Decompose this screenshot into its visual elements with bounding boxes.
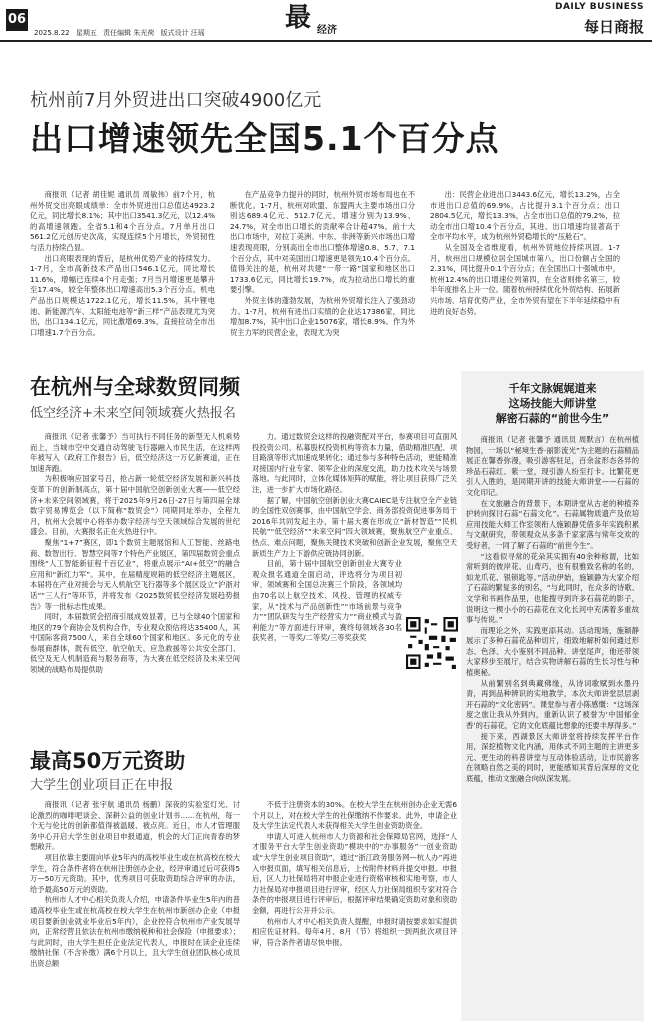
page-header bbox=[0, 0, 652, 40]
paragraph: “这看似寻常的花朵其实拥有40余种称谓，比如常听到的彼岸花、山鸢巧，也有很雅致名称的名的，如龙爪花、银锁匙等。”活动伊始，施颖静为大家介绍了石蒜的繁复多的别名，“与此同时，在众多的诗歌、文学和书画作品里，也能搜寻到许多石蒜花的影子，说明这一楔小小的石蒜花在文化长河中充满着多重故事与传说。” bbox=[466, 551, 639, 625]
paper-name-en: DAILY BUSINESS bbox=[554, 2, 644, 12]
paragraph: 力。通过数贸会这样的投融资配对平台，参赛项目可直面风投投资公司、私募股权投资机构等资本力量，借助精准匹配、项目路演等形式加速成果转化；通过参与多种特色活动，更能精准对接国内行业专家、领军企业的深度交流，助力技术攻关与场景落地。与此同时，立体化媒体矩阵的赋能，将让项目获得广泛关注，进一步扩大市场化路径。 bbox=[252, 432, 457, 494]
article3-headline: 最高50万元资助 bbox=[30, 749, 186, 773]
sidebar-headline-line: 解密石蒜的“前世今生” bbox=[495, 412, 610, 425]
paragraph: 申请人可进入杭州市人力资源和社会保障局官网，选择“人才服务平台大学生创业资助”模块中的“办事服务”一创业资助或“大学生创业项目资助”，通过“浙江政务服务网—杭人办”再进入申报页面，填写相关信息后，上传附件材料并提交申报。申报后，区人力社保局将对申报企业进行资格审核和实地考察，市人力社保局对申报项目进行评审，经区人力社保局组织专家对符合条件的申报项目进行评审后，根据评审结果确定资助对象和资助金额，再进行公开并公示。 bbox=[252, 831, 457, 915]
paragraph: 杭州市人才中心相关负责人提醒，申报时请按要求如实提供相应佐证材料。每年4月、8月（节）将组织一到两批次项目评审，符合条件者请尽快申报。 bbox=[252, 916, 457, 947]
paragraph: 聚焦“1+7”赛区，即1个数贸主题展馆和人工智能、丝路电商、数智出行、智慧空间等7个特色产业展区，第四届数贸会重点围绕“人工智能新征程千百亿业”，将重点展示“AI+低空”的融合应用和“新红力军”。其中，在届精度规箱的低空经济主题展区，本届将在产业对接会与无人机航空飞行器等多个展区设立“沪浙对话”“三人行”等环节，并将发布《2025数贸低空经济发展趋势报告》等一批标志性成果。 bbox=[30, 537, 240, 611]
article2-column-1 bbox=[30, 432, 240, 744]
lead-headline: 出口增速领先全国5.1个百分点 bbox=[30, 119, 500, 158]
paragraph: 从全国及全省维度看，杭州外贸地位持续巩固。1-7月，杭州出口规模位居全国城市第八，出口份额占全国的2.31%，同比提升0.1个百分点；在全国出口十强城市中，杭州12.4%的出口增速位列第四，在全省则排名第三，较半年度排名上升一位。随着杭州持续优化外贸结构、拓展新兴市场、培育优势产业，全市外贸有望在下半年延续稳中有进的良好态势。 bbox=[430, 242, 620, 316]
lead-kicker: 杭州前7月外贸进出口突破4900亿元 bbox=[30, 90, 322, 111]
issue-weekday: 星期五 bbox=[75, 29, 97, 37]
paragraph: 商报讯（记者 胡佳妮 通讯员 周敏伟）前7个月，杭州外贸交出亮眼成绩单：全市外贸进出口总值达4923.2亿元，同比增长8.1%；其中出口3541.3亿元，以12.4%的高增速领跑。全省5.1和4个百分点。7月单月出口561.2亿元创历史次高，实现连续5个月增长，外贸韧性与活力持续凸显。 bbox=[30, 190, 215, 252]
article3-subhead: 大学生创业项目正在申报 bbox=[30, 778, 174, 793]
paper-name-cn: 每日商报 bbox=[583, 18, 644, 36]
qr-code-icon[interactable] bbox=[406, 617, 458, 669]
paragraph: 外贸主体的蓬勃发展，为杭州外贸增长注入了强劲动力。1-7月，杭州有进出口实绩的企业达17386家，同比增加8.7%，其中出口企业15076家，增长8.9%。作为外贸主力军的民营企业，表现尤为突 bbox=[230, 295, 415, 337]
paragraph: 目前，第十届中国航空创新创业大赛专业观众报名通道全面启动，评选将分为项目初审、领域赛和全国总决赛三个阶段，各领域均由70名以上航空技术、风投、管理的权威专家，从“技术与产品创新性”“市场前景与竞争力”“团队研发与生产经营实力”“商业模式与盈利能力”等方面进行评审，赛终每领域各30名获奖者，一等奖/二等奖/三等奖获奖 bbox=[252, 559, 402, 643]
issue-date: 2025.8.22 bbox=[34, 29, 70, 37]
paragraph: 杭州市人才中心相关负责人介绍，申请条件毕业生5年内的普通高校毕业生或在杭高校在校大学生在杭州市新创办企业（申报项目要新创业就业毕业后5年内），企业控符合杭州市产业发展导向，正常经营且依法在杭州市缴纳税种和社会保险（申报要求）；与此同时，由大学生担任企业法定代表人，申报时在读企业连续缴纳社保（不含补缴）满6个月以上，且大学生创业团队核心成员出资总额 bbox=[30, 895, 240, 968]
sidebar-body bbox=[466, 435, 639, 1020]
sidebar-headline-line: 千年文脉娓娓道来 bbox=[508, 382, 597, 395]
lead-column-3 bbox=[430, 190, 620, 370]
paragraph: 出：民营企业进出口3443.6亿元，增长13.2%，占全市进出口总值的69.9%，占比提升3.1个百分点；出口2804.5亿元，增长13.3%，占全市出口总值的79.2%，拉动全市出口增10.4个百分点，其进、出口增速均显著高于全市平均水平，成为杭州外贸稳增长的“压舱石”。 bbox=[430, 190, 620, 242]
paragraph: 商报讯（记者 张馨予 通讯员 周默言）在杭州植物园，一场以“秘境生香·丽影流光”为主题的石蒜精品展正在馨香弥漫，吸引游客驻足，百余盆形态各异的珍品石蒜红、紫一堂，现引游人纷至打卡。比繁花更引人入胜的，是同期开讲的技能大师讲堂——石蒜的文化印记。 bbox=[466, 435, 639, 497]
paragraph: 商报讯（记者 张宇航 通讯员 杨鹏）深夜的实验室灯光、讨论激烈的咖啡吧谈会、深耕公益的创业计划书……在杭州，每一个无与伦比的创新都值得被温暖、被点亮。近日，市人才管理服务中心开启大学生创业项目申报通道，机会的大门正向青春的梦想敞开。 bbox=[30, 800, 240, 852]
article2-subhead: 低空经济+未来空间领域赛火热报名 bbox=[30, 406, 236, 421]
paragraph: 商报讯（记者 张馨予）当可执行不同任务的新型无人机乘势而上，当城市空中交通自动驾驶飞行器融入市民生活，在这样两年被写入《政府工作报告》后，低空经济这一万亿新赛道，正在加速奔跑。 bbox=[30, 432, 240, 473]
paragraph: 接下来，西湖景区大师讲堂将持续发挥平台作用，深挖植物文化内涵，用体式不同主题的主讲更多元、更生动的科普讲堂与互动体验活动，让市民游客在领略自然之美的同时，更能感知其背后深厚的文化底蕴，推动文旅融合向纵深发展。 bbox=[466, 731, 639, 783]
paragraph: 为积极响应国家号召，抢占新一轮低空经济发展和新兴科技变革下的创新制高点，第十届中国航空创新创业大赛——低空经济+未来空间领域赛，将于2025年9月26日-27日与第四届全球数字贸易博览会（以下简称“数贸会”）同期同址举办，全程九月，杭州大会展中心将举办数字经济与空天领域综合发展的世纪盛会。目前，大赛报名正在火热进行中。 bbox=[30, 474, 240, 537]
page-number: 06 bbox=[6, 9, 28, 31]
article3-column-1 bbox=[30, 800, 240, 1020]
paragraph: 出口亮眼表现的背后，是杭州优势产业的持续发力。1-7月，全市高新技术产品出口546.1亿元，同比增长11.6%，增幅已连续4个月走强；7月当月增速更是攀升至17.4%，较全年整体出口增速高出5.3个百分点。机电产品出口规模达1722.1亿元，增长11.5%，其中锂电池、新能源汽车、太阳能电池等“新三样”产品表现尤为突出，出口134.1亿元，同比激增69.3%，直接拉动全市出口增速1.7个百分点。 bbox=[30, 253, 215, 337]
sidebar-headline bbox=[461, 381, 644, 426]
paragraph: 项目依靠主要面向毕业5年内的高校毕业生或在杭高校在校大学生，符合条件者将在杭州注册创办企业，经评审通过后可获得5万—50万元资助。其中，优秀项目可获取资助综合评审的办法，给予最高50万元的资助。 bbox=[30, 852, 240, 894]
section-name: 经济 bbox=[317, 25, 337, 36]
article2-column-2 bbox=[252, 432, 457, 744]
lead-column-2 bbox=[230, 190, 415, 370]
paragraph: 在文旅融合的背景下，本期讲堂从古老的种植养护转向探讨石蒜“石蒜文化”。石蒜属物质遗产及依培应用技能大师工作室领衔人施颖静凭借多年实践积累与文献研究，带领观众从多条千家家落与常年交欢的受好者，一同了解了石蒜的“前世今生”。 bbox=[466, 498, 639, 550]
designer-credit: 版式设计 汪瑶 bbox=[160, 29, 205, 37]
sidebar-headline-line: 这场技能大师讲堂 bbox=[508, 397, 597, 410]
editor-credit: 责任编辑 朱光荷 bbox=[103, 29, 155, 37]
article2-headline: 在杭州与全球数贸同频 bbox=[30, 375, 240, 399]
masthead-char: 最 bbox=[285, 3, 312, 33]
paragraph: 在产品竞争力提升的同时，杭州外贸市场布局也在不断优化。1-7月，杭州对欧盟、东盟两大主要市场出口分别达689.4亿元、512.7亿元，增速分别为13.9%、24.7%，对全市出口增长的贡献率合计超47%。前十大出口市场中，对拉丁美洲、中东、非洲等新兴市场出口增速表现亮眼，分别高出全市出口整体增速0.8、5.7、7.1个百分点，其中对美国出口增速更是领先10.4个百分点。值得关注的是，杭州对共建“一带一路”国家和地区出口1733.6亿元，同比增长19.7%，成为拉动出口增长的重要引擎。 bbox=[230, 190, 415, 295]
article3-column-2 bbox=[252, 800, 457, 1020]
header-rule bbox=[0, 40, 652, 42]
paragraph: 同时，本届数贸会招商引展成效显著，已与全球40个国家和地区的79个商协会及机构合作，专业观众预估将达35400人，其中国际客商7500人，来自全球60个国家和地区。多元化的专业参展商群体，既有低空、航空航天、应急救援等公共安全部门、低空及无人机制造商与服务商等，为大赛在低空经济及未来空间领域的战略布局提供助 bbox=[30, 612, 240, 675]
paragraph: 从前繁别名到典藏佛缘，从诗词歌赋到水墨丹青，再到品种辨识的实地教学，本次大师讲堂层层剥开石蒜的“文化密码”。课堂参与者小陈感慨：“这场深度之旅让我从外到内，重新认识了被誉为‘中国郁金香’的石蒜花，它的文化底蕴比想象的还要丰厚得多。” bbox=[466, 678, 639, 731]
lead-column-1 bbox=[30, 190, 215, 370]
paragraph: 不低于注册资本的30%。在校大学生在杭州创办企业无需6个月以上，对在校大学生的社保缴纳不作要求。此外，申请企业及大学生法定代表人未获得相关大学生创业资助资金。 bbox=[252, 800, 457, 831]
paragraph: 而理论之外，实践更添其动。活动现场，施颖静展示了多种石蒜花品种切片，细致地解析如何通过形态、色泽、大小鉴别不同品种。讲堂尾声，他还带领大家移步至展厅，结合实物讲解石蒜的生长习性与种植奥秘。 bbox=[466, 625, 639, 678]
paragraph: 据了解，中国航空创新创业大赛CAIEC是专注航空全产业链的全国性双创赛事，由中国航空学会、商务部投资促进事务局于2016年共同发起主办，第十届大赛在形成立“新材智造”“民机民航”“低空经济”“未来空间”四大领域赛，聚焦航空产业重点、热点、难点问题，聚焦关键技术突破和创新企业发展，聚焦空天新质生产力上下游供应链协同创新。 bbox=[252, 495, 457, 558]
header-info bbox=[34, 28, 209, 38]
